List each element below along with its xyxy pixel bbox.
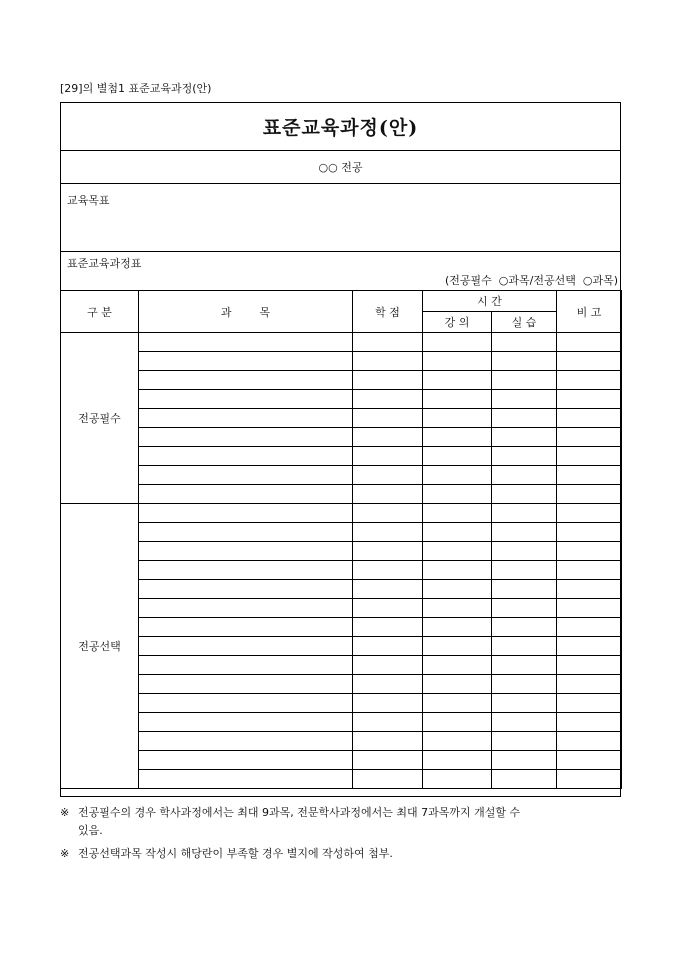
- table-row: [61, 447, 622, 466]
- lecture-cell[interactable]: [423, 713, 492, 732]
- lecture-cell[interactable]: [423, 504, 492, 523]
- lecture-cell[interactable]: [423, 390, 492, 409]
- practice-cell[interactable]: [492, 561, 557, 580]
- category-cell: 전공필수: [61, 333, 139, 504]
- subject-cell[interactable]: [139, 656, 353, 675]
- major-name: ○○ 전공: [61, 150, 620, 184]
- subject-cell[interactable]: [139, 732, 353, 751]
- remarks-cell[interactable]: [557, 466, 622, 485]
- practice-cell[interactable]: [492, 599, 557, 618]
- remarks-cell[interactable]: [557, 713, 622, 732]
- subject-cell[interactable]: [139, 580, 353, 599]
- table-row: [61, 770, 622, 789]
- credit-cell[interactable]: [353, 656, 423, 675]
- table-row: [61, 333, 622, 352]
- subject-cell[interactable]: [139, 599, 353, 618]
- credit-cell[interactable]: [353, 466, 423, 485]
- credit-cell[interactable]: [353, 542, 423, 561]
- course-count-summary: (전공필수 ○과목/전공선택 ○과목): [445, 274, 618, 287]
- lecture-cell[interactable]: [423, 352, 492, 371]
- remarks-cell[interactable]: [557, 352, 622, 371]
- credit-cell[interactable]: [353, 618, 423, 637]
- subject-cell[interactable]: [139, 333, 353, 352]
- lecture-cell[interactable]: [423, 409, 492, 428]
- credit-cell[interactable]: [353, 409, 423, 428]
- credit-cell[interactable]: [353, 770, 423, 789]
- table-row: [61, 580, 622, 599]
- header-category: 구 분: [61, 291, 139, 333]
- table-row: [61, 466, 622, 485]
- table-row: [61, 352, 622, 371]
- remarks-cell[interactable]: [557, 504, 622, 523]
- note-text-continued: 있음.: [78, 824, 103, 837]
- remarks-cell[interactable]: [557, 694, 622, 713]
- table-row: [61, 637, 622, 656]
- subject-cell[interactable]: [139, 466, 353, 485]
- education-goal-section: [61, 183, 620, 252]
- table-row: [61, 485, 622, 504]
- header-subject: 과 목: [139, 291, 353, 333]
- practice-cell[interactable]: [492, 466, 557, 485]
- table-row: [61, 371, 622, 390]
- practice-cell[interactable]: [492, 485, 557, 504]
- credit-cell[interactable]: [353, 523, 423, 542]
- table-row: [61, 713, 622, 732]
- credit-cell[interactable]: [353, 371, 423, 390]
- curriculum-table-label: 표준교육과정표: [67, 257, 142, 270]
- subject-cell[interactable]: [139, 618, 353, 637]
- curriculum-form: [60, 102, 621, 797]
- subject-cell[interactable]: [139, 390, 353, 409]
- remarks-cell[interactable]: [557, 637, 622, 656]
- header-practice: 실 습: [492, 312, 557, 333]
- lecture-cell[interactable]: [423, 580, 492, 599]
- note-2: [60, 845, 393, 863]
- table-row: [61, 561, 622, 580]
- table-row: [61, 409, 622, 428]
- header-remarks: 비 고: [557, 291, 622, 333]
- credit-cell[interactable]: [353, 352, 423, 371]
- lecture-cell[interactable]: [423, 542, 492, 561]
- subject-cell[interactable]: [139, 523, 353, 542]
- note-mark: ※: [60, 806, 70, 819]
- credit-cell[interactable]: [353, 675, 423, 694]
- practice-cell[interactable]: [492, 580, 557, 599]
- lecture-cell[interactable]: [423, 770, 492, 789]
- practice-cell[interactable]: [492, 504, 557, 523]
- document-caption: [29]의 별첨1 표준교육과정(안): [60, 82, 212, 95]
- credit-cell[interactable]: [353, 637, 423, 656]
- remarks-cell[interactable]: [557, 751, 622, 770]
- credit-cell[interactable]: [353, 713, 423, 732]
- remarks-cell[interactable]: [557, 371, 622, 390]
- remarks-cell[interactable]: [557, 770, 622, 789]
- note-text: 전공필수의 경우 학사과정에서는 최대 9과목, 전문학사과정에서는 최대 7과목까지 개설할 수: [78, 806, 521, 819]
- subject-cell[interactable]: [139, 637, 353, 656]
- lecture-cell[interactable]: [423, 447, 492, 466]
- practice-cell[interactable]: [492, 694, 557, 713]
- lecture-cell[interactable]: [423, 599, 492, 618]
- table-row: [61, 390, 622, 409]
- table-row: [61, 599, 622, 618]
- credit-cell[interactable]: [353, 390, 423, 409]
- practice-cell[interactable]: [492, 371, 557, 390]
- credit-cell[interactable]: [353, 561, 423, 580]
- practice-cell[interactable]: [492, 542, 557, 561]
- remarks-cell[interactable]: [557, 333, 622, 352]
- lecture-cell[interactable]: [423, 428, 492, 447]
- header-lecture: 강 의: [423, 312, 492, 333]
- table-row: [61, 428, 622, 447]
- practice-cell[interactable]: [492, 751, 557, 770]
- lecture-cell[interactable]: [423, 371, 492, 390]
- practice-cell[interactable]: [492, 409, 557, 428]
- lecture-cell[interactable]: [423, 637, 492, 656]
- subject-cell[interactable]: [139, 409, 353, 428]
- lecture-cell[interactable]: [423, 751, 492, 770]
- remarks-cell[interactable]: [557, 390, 622, 409]
- table-row: [61, 523, 622, 542]
- practice-cell[interactable]: [492, 675, 557, 694]
- lecture-cell[interactable]: [423, 675, 492, 694]
- header-credit: 학 점: [353, 291, 423, 333]
- category-cell: 전공선택: [61, 504, 139, 789]
- remarks-cell[interactable]: [557, 409, 622, 428]
- education-goal-label: 교육목표: [67, 194, 110, 207]
- credit-cell[interactable]: [353, 694, 423, 713]
- credit-cell[interactable]: [353, 428, 423, 447]
- table-row: [61, 732, 622, 751]
- credit-cell[interactable]: [353, 599, 423, 618]
- remarks-cell[interactable]: [557, 580, 622, 599]
- practice-cell[interactable]: [492, 523, 557, 542]
- remarks-cell[interactable]: [557, 618, 622, 637]
- remarks-cell[interactable]: [557, 732, 622, 751]
- credit-cell[interactable]: [353, 751, 423, 770]
- remarks-cell[interactable]: [557, 428, 622, 447]
- remarks-cell[interactable]: [557, 561, 622, 580]
- practice-cell[interactable]: [492, 390, 557, 409]
- note-1: [60, 804, 520, 840]
- practice-cell[interactable]: [492, 732, 557, 751]
- remarks-cell[interactable]: [557, 485, 622, 504]
- subject-cell[interactable]: [139, 447, 353, 466]
- subject-cell[interactable]: [139, 751, 353, 770]
- practice-cell[interactable]: [492, 447, 557, 466]
- remarks-cell[interactable]: [557, 599, 622, 618]
- table-row: [61, 504, 622, 523]
- table-row: [61, 675, 622, 694]
- table-row: [61, 694, 622, 713]
- lecture-cell[interactable]: [423, 656, 492, 675]
- practice-cell[interactable]: [492, 333, 557, 352]
- credit-cell[interactable]: [353, 732, 423, 751]
- remarks-cell[interactable]: [557, 675, 622, 694]
- practice-cell[interactable]: [492, 637, 557, 656]
- credit-cell[interactable]: [353, 485, 423, 504]
- lecture-cell[interactable]: [423, 694, 492, 713]
- table-row: [61, 751, 622, 770]
- credit-cell[interactable]: [353, 580, 423, 599]
- header-hours: 시 간: [423, 291, 557, 312]
- lecture-cell[interactable]: [423, 618, 492, 637]
- subject-cell[interactable]: [139, 675, 353, 694]
- table-row: [61, 618, 622, 637]
- credit-cell[interactable]: [353, 333, 423, 352]
- remarks-cell[interactable]: [557, 542, 622, 561]
- subject-cell[interactable]: [139, 713, 353, 732]
- subject-cell[interactable]: [139, 694, 353, 713]
- lecture-cell[interactable]: [423, 485, 492, 504]
- subject-cell[interactable]: [139, 770, 353, 789]
- lecture-cell[interactable]: [423, 523, 492, 542]
- curriculum-table: [60, 290, 622, 789]
- lecture-cell[interactable]: [423, 466, 492, 485]
- lecture-cell[interactable]: [423, 333, 492, 352]
- remarks-cell[interactable]: [557, 447, 622, 466]
- lecture-cell[interactable]: [423, 732, 492, 751]
- remarks-cell[interactable]: [557, 656, 622, 675]
- subject-cell[interactable]: [139, 371, 353, 390]
- practice-cell[interactable]: [492, 770, 557, 789]
- subject-cell[interactable]: [139, 561, 353, 580]
- subject-cell[interactable]: [139, 542, 353, 561]
- lecture-cell[interactable]: [423, 561, 492, 580]
- practice-cell[interactable]: [492, 428, 557, 447]
- practice-cell[interactable]: [492, 618, 557, 637]
- table-row: [61, 542, 622, 561]
- subject-cell[interactable]: [139, 485, 353, 504]
- note-mark: ※: [60, 847, 70, 860]
- practice-cell[interactable]: [492, 352, 557, 371]
- credit-cell[interactable]: [353, 447, 423, 466]
- practice-cell[interactable]: [492, 656, 557, 675]
- remarks-cell[interactable]: [557, 523, 622, 542]
- credit-cell[interactable]: [353, 504, 423, 523]
- note-text: 전공선택과목 작성시 해당란이 부족할 경우 별지에 작성하여 첨부.: [78, 847, 393, 860]
- subject-cell[interactable]: [139, 428, 353, 447]
- form-title: 표준교육과정(안): [61, 103, 620, 151]
- practice-cell[interactable]: [492, 713, 557, 732]
- subject-cell[interactable]: [139, 352, 353, 371]
- subject-cell[interactable]: [139, 504, 353, 523]
- table-row: [61, 656, 622, 675]
